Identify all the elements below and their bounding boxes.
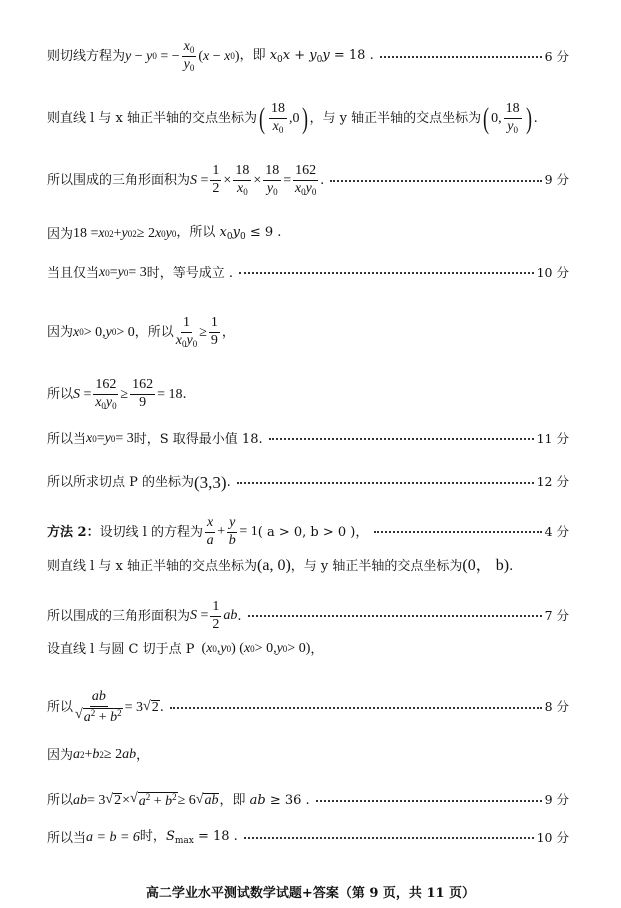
line-text: 设切线 l 的方程为 xyxy=(99,524,204,540)
line-tail: ， xyxy=(136,747,150,763)
solution-line-16 xyxy=(47,792,569,809)
line-text: 设直线 l 与圆 C 切于点 P xyxy=(47,641,195,657)
solution-line-10 xyxy=(47,516,569,548)
solution-line-6 xyxy=(47,316,569,349)
line-tail-2: ， xyxy=(221,325,235,341)
line-tail: ， xyxy=(310,641,324,657)
math-expr: S = $\frac{1}{2}$ × $\frac{18}{x_0}$ × $\frac{18}{y_0}$ = $\frac{162}{x_0y_0}$ xyxy=(190,163,317,197)
line-tail: . xyxy=(226,475,231,490)
page-footer: 高二学业水平测试数学试题+答案（第 9 页，共 11 页） xyxy=(145,886,476,901)
dotted-leader xyxy=(237,482,534,484)
solution-line-11 xyxy=(47,558,569,574)
math-expr: $\frac{x}{a}$ + $\frac{y}{b}$ = 1 xyxy=(206,515,258,548)
line-tail: ，所以 xyxy=(134,325,174,341)
line-text: 所以所求切点 P 的坐标为 xyxy=(47,475,195,490)
line-text: 因为 xyxy=(47,325,74,341)
math-expr: ( x 0 , y 0 ) ( x 0 > 0, y 0 > 0) xyxy=(194,641,311,656)
math-expr-2: (0， b) xyxy=(462,557,510,574)
solution-line-3 xyxy=(47,164,569,197)
score-label: 8 分 xyxy=(544,699,569,715)
math-expr: S = $\frac{1}{2}$ ab xyxy=(190,599,238,632)
math-expr-2: $\frac{1}{x_0y_0}$ ≥ $\frac{1}{9}$ xyxy=(175,315,218,349)
math-expr: ab = 3 √ 2 × √ $a^2 + b^2$ ≥ 6 √ ab xyxy=(73,791,219,809)
line-mid: ，与 y 轴正半轴的交点坐标为 xyxy=(290,558,463,574)
math-expr: S = $\frac{162}{x_0y_0}$ ≥ $\frac{162}{9}$ = 18 xyxy=(73,377,183,411)
line-text: 则直线 l 与 x 轴正半轴的交点坐标为 xyxy=(47,558,258,574)
math-expr: x 0 = y 0 = 3 xyxy=(99,265,147,280)
dotted-leader xyxy=(380,56,542,58)
dotted-leader xyxy=(330,180,541,182)
dotted-leader xyxy=(248,615,542,617)
score-label: 9 分 xyxy=(544,792,569,808)
dotted-leader xyxy=(239,272,534,274)
math-expr: a = b = 6 xyxy=(86,830,140,845)
line-tail: . xyxy=(237,608,242,624)
line-tail: ，即 $x_0x + y_0y = 18$ . xyxy=(239,47,374,65)
math-expr: x 0 > 0, y 0 > 0 xyxy=(73,324,135,340)
math-expr: a 2 + b 2 ≥ 2 ab xyxy=(73,747,137,762)
solution-line-14 xyxy=(47,690,569,725)
dotted-leader xyxy=(269,438,534,440)
math-expr: 18 = x 0 2 + y 0 2 ≥ 2 x 0 y 0 xyxy=(73,226,177,241)
line-tail: . xyxy=(533,111,538,127)
math-expr: x 0 = y 0 = 3 xyxy=(86,431,134,446)
line-tail: 时，S 取得最小值 18. xyxy=(133,431,263,447)
dotted-leader xyxy=(316,800,542,802)
score-label: 12 分 xyxy=(536,474,569,490)
line-text: 所以 xyxy=(47,387,74,403)
math-expr: ab √ $a^2 + b^2$ = 3 √ 2 xyxy=(75,689,159,725)
method-label: 方法 2： xyxy=(47,524,100,540)
line-tail: . xyxy=(182,387,187,403)
line-mid: ，与 y 轴正半轴的交点坐标为 xyxy=(309,111,482,127)
line-tail: ，所以 $x_0y_0 \le 9$ . xyxy=(176,225,282,242)
line-tail: . xyxy=(159,700,164,716)
solution-line-8 xyxy=(47,432,569,446)
line-tail: 时，等号成立 . xyxy=(146,265,234,281)
math-expr: (3,3) xyxy=(194,473,227,492)
score-label: 10 分 xyxy=(536,264,569,280)
dotted-leader xyxy=(374,531,541,533)
math-expr-2: ( 0, $\frac{18}{y_0}$ ) xyxy=(483,101,532,135)
line-text: 则切线方程为 xyxy=(47,49,126,65)
dotted-leader xyxy=(244,837,534,839)
solution-line-7 xyxy=(47,378,569,411)
score-label: 9 分 xyxy=(544,172,569,188)
math-expr: (a, 0) xyxy=(257,557,291,574)
line-text: 则直线 l 与 x 轴正半轴的交点坐标为 xyxy=(47,111,258,127)
score-label: 6 分 xyxy=(544,48,569,64)
math-expr: y − y 0 = − $\frac{x_0}{y_0}$ ( x − x 0 ) xyxy=(125,39,240,74)
line-text: 所以围成的三角形面积为 xyxy=(47,173,191,189)
solution-line-9 xyxy=(47,474,569,491)
solution-line-12 xyxy=(47,600,569,632)
line-text: 当且仅当 xyxy=(47,265,100,281)
solution-line-5 xyxy=(47,266,569,280)
line-tail: ( a > 0, b > 0 )， xyxy=(257,524,369,540)
line-tail: 时，$S_{max} = 18$ . xyxy=(139,829,238,846)
solution-line-15 xyxy=(47,748,569,762)
math-expr: ( $\frac{18}{x_0}$ ,0 ) xyxy=(259,101,308,135)
line-text: 所以 xyxy=(47,700,74,716)
score-label: 10 分 xyxy=(536,829,569,845)
score-label: 11 分 xyxy=(536,430,569,446)
solution-line-17 xyxy=(47,830,569,846)
line-tail: . xyxy=(320,173,325,189)
solution-line-13 xyxy=(47,642,569,656)
score-label: 4 分 xyxy=(544,523,569,539)
line-text: 所以围成的三角形面积为 xyxy=(47,608,191,624)
line-text: 所以 xyxy=(47,793,74,808)
score-label: 7 分 xyxy=(544,607,569,623)
solution-line-4 xyxy=(47,226,569,242)
line-tail: ，即 ab ≥ 36 . xyxy=(219,793,310,808)
dotted-leader xyxy=(170,707,542,709)
line-text: 因为 xyxy=(47,226,74,242)
line-text: 因为 xyxy=(47,747,74,763)
line-text: 所以当 xyxy=(47,830,87,846)
solution-line-1 xyxy=(47,40,569,74)
line-tail: . xyxy=(509,558,514,574)
solution-line-2 xyxy=(47,102,569,135)
line-text: 所以当 xyxy=(47,431,87,447)
